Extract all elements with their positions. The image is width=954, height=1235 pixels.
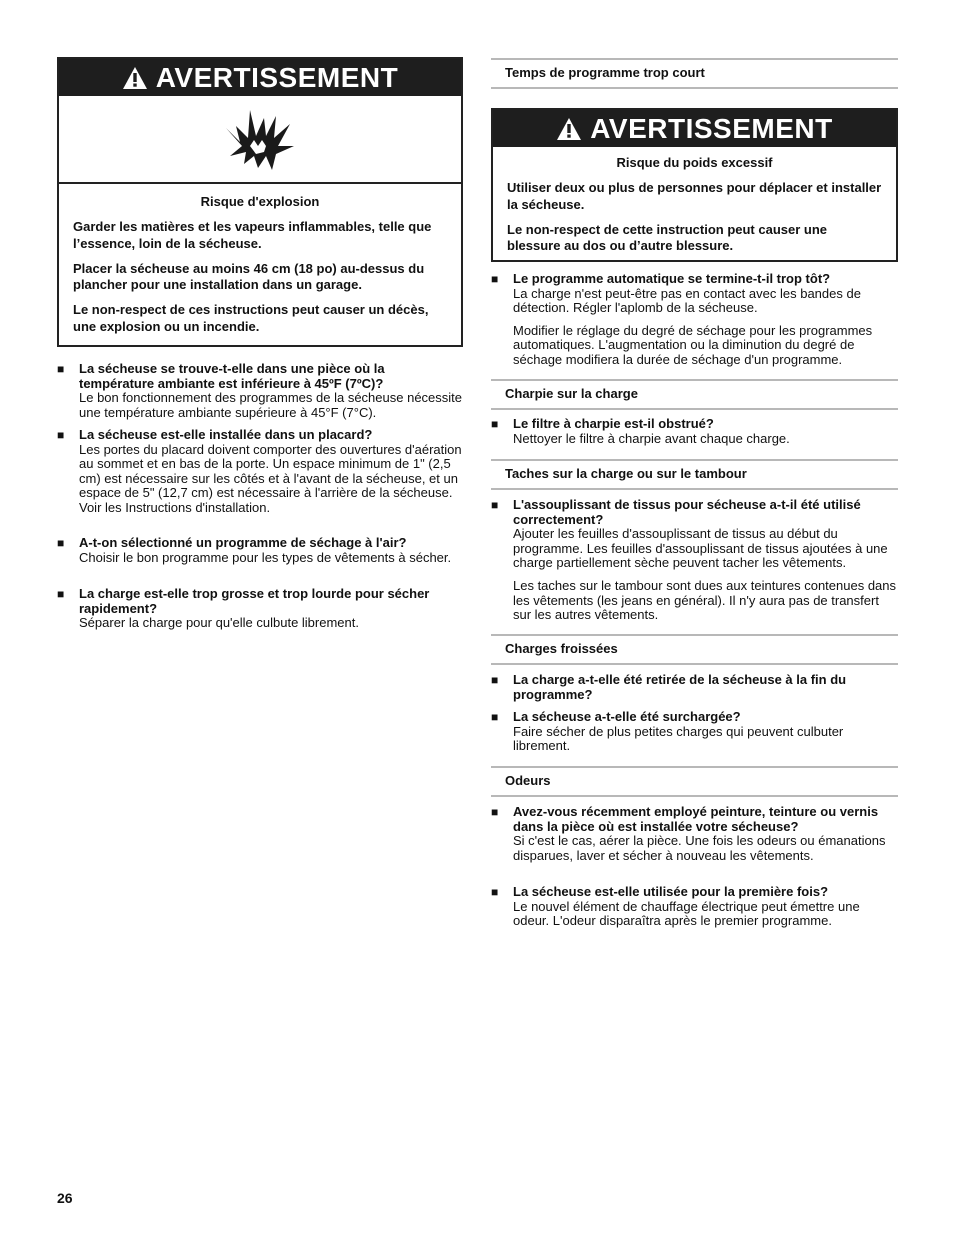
list-item [57, 428, 463, 516]
section-heading-charpie [491, 379, 898, 410]
warning-text-2: Placer la sécheuse au moins 46 cm (18 po) au-dessus du plancher pour une installation dans un garage. [73, 260, 425, 293]
warning-text-1: Utiliser deux ou plus de personnes pour déplacer et installer la sécheuse. [507, 180, 882, 212]
section-heading-text: Taches sur la charge ou sur le tambour [505, 466, 747, 482]
warning-triangle-icon [122, 66, 148, 90]
section-heading-text: Odeurs [505, 773, 551, 789]
list-item [491, 805, 898, 863]
bullet-icon: ■ [57, 428, 65, 442]
item-answer: La charge n'est peut-être pas en contact avec les bandes de détection. Régler l'aplomb de la sécheuse. [513, 285, 861, 316]
bullet-icon: ■ [491, 498, 499, 512]
item-question: La sécheuse est-elle installée dans un placard? [79, 427, 373, 442]
bullet-icon: ■ [491, 805, 499, 819]
section-heading-odeurs [491, 766, 898, 797]
item-answer-extra: Les taches sur le tambour sont dues aux teintures contenues dans les vêtements (les jeans en général). Il n'y aura pas de transfert sur les autres vêtements. [513, 577, 897, 623]
list-item [491, 272, 898, 368]
section-heading-taches [491, 459, 898, 490]
list-item [491, 885, 898, 929]
warning-header-text: AVERTISSEMENT [155, 61, 399, 93]
list-item [57, 587, 463, 631]
list-item [491, 710, 898, 754]
explosion-warning-box [57, 57, 463, 347]
section-heading-froissees [491, 634, 898, 665]
section-heading-text: Charpie sur la charge [505, 386, 638, 402]
item-answer: Si c'est le cas, aérer la pièce. Une fois les odeurs ou émanations disparues, laver et sécher à nouveau les vêtements. [513, 833, 886, 863]
bullet-icon: ■ [57, 587, 65, 601]
warning-text-1: Garder les matières et les vapeurs inflammables, telle que l’essence, loin de la sécheuse. [73, 219, 432, 251]
item-answer: Ajouter les feuilles d'assouplissant de tissus au début du programme. Les feuilles d'assouplissant de tissus ajoutées à une charge partiellement sèche peuvent tacher les vêtements. [513, 526, 888, 571]
section-heading-temps [491, 58, 898, 89]
item-question: Le programme automatique se termine-t-il trop tôt? [513, 271, 831, 286]
item-answer: Faire sécher de plus petites charges qui peuvent culbuter librement. [513, 723, 844, 754]
list-item [491, 498, 898, 623]
list-item [57, 362, 463, 420]
item-answer: Le bon fonctionnement des programmes de la sécheuse nécessite une température ambiante supérieure à 45°F (7°C). [79, 390, 463, 420]
section-heading-text: Temps de programme trop court [505, 65, 705, 81]
bullet-icon: ■ [491, 885, 499, 899]
warning-title: Risque du poids excessif [616, 155, 773, 170]
explosion-icon [224, 106, 296, 172]
bullet-icon: ■ [491, 272, 499, 286]
item-question: Le filtre à charpie est-il obstrué? [513, 416, 714, 431]
warning-header-text: AVERTISSEMENT [590, 112, 833, 144]
weight-warning-box [491, 108, 898, 262]
item-answer: Choisir le bon programme pour les types de vêtements à sécher. [79, 549, 452, 565]
item-question: La sécheuse a-t-elle été surchargée? [513, 709, 741, 724]
section-heading-text: Charges froissées [505, 641, 618, 657]
item-question: Avez-vous récemment employé peinture, teinture ou vernis dans la pièce où est installée votre sécheuse? [513, 804, 879, 834]
list-item [57, 536, 463, 565]
page-number: 26 [57, 1190, 73, 1206]
item-answer: Séparer la charge pour qu'elle culbute librement. [79, 615, 359, 631]
warning-header [493, 110, 896, 147]
warning-triangle-icon [556, 117, 582, 141]
item-question: La sécheuse est-elle utilisée pour la première fois? [513, 884, 829, 899]
bullet-icon: ■ [491, 673, 499, 687]
warning-text-3: Le non-respect de ces instructions peut causer un décès, une explosion ou un incendie. [73, 302, 429, 334]
item-question: La charge a-t-elle été retirée de la sécheuse à la fin du programme? [513, 672, 847, 702]
item-question: L'assouplissant de tissus pour sécheuse a-t-il été utilisé correctement? [513, 497, 861, 527]
bullet-icon: ■ [57, 536, 65, 550]
item-question: La charge est-elle trop grosse et trop lourde pour sécher rapidement? [79, 586, 430, 616]
warning-title: Risque d'explosion [200, 194, 320, 209]
bullet-icon: ■ [57, 362, 65, 376]
list-item [491, 417, 898, 446]
item-answer: Nettoyer le filtre à charpie avant chaque charge. [513, 430, 790, 446]
item-answer-extra: Modifier le réglage du degré de séchage pour les programmes automatiques. L'augmentation ou la diminution du degré de séchage modifiera la durée de séchage d'un programme. [513, 322, 873, 367]
item-question: La sécheuse se trouve-t-elle dans une pièce où la température ambiante est inférieure à 45ºF (7ºC)? [79, 361, 385, 391]
bullet-icon: ■ [491, 710, 499, 724]
bullet-icon: ■ [491, 417, 499, 431]
item-question: A-t-on sélectionné un programme de séchage à l'air? [79, 535, 407, 550]
item-answer: Les portes du placard doivent comporter des ouvertures d'aération au sommet et en bas de la porte. Un espace minimum de 1" (2,5 cm) est nécessaire sur les côtés et à l'avant de la sécheuse, et un espace de 5" (12,7 cm) est nécessaire à l'arrière de la sécheuse. Voir les Instructions d'installation. [79, 441, 462, 515]
list-item [491, 673, 898, 702]
warning-header [59, 59, 461, 96]
item-answer: Le nouvel élément de chauffage électrique peut émettre une odeur. L'odeur disparaîtra après le premier programme. [513, 898, 860, 929]
warning-text-2: Le non-respect de cette instruction peut causer une blessure au dos ou d’autre blessure. [507, 221, 828, 254]
explosion-icon-cell [59, 96, 461, 184]
